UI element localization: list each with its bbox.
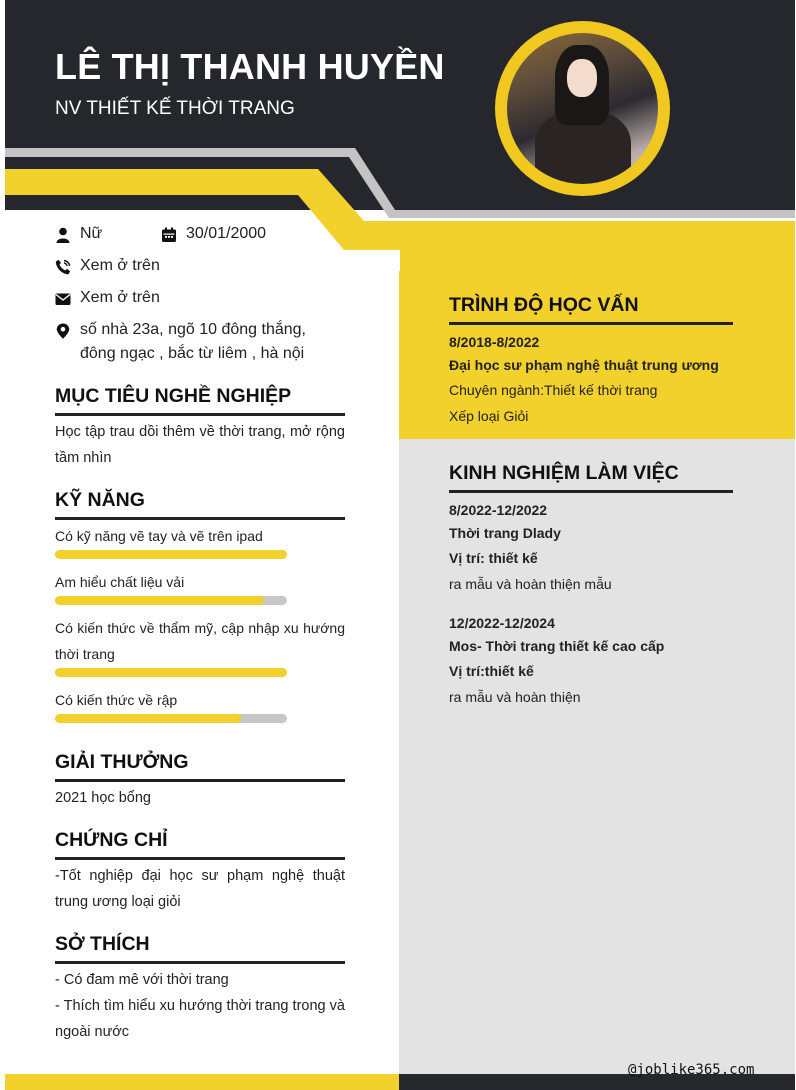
job-role: Vị trí:thiết kế: [449, 663, 534, 679]
education-major: Chuyên ngành:Thiết kế thời trang: [449, 382, 658, 398]
dob-value: 30/01/2000: [186, 225, 267, 242]
job-description: ra mẫu và hoàn thiện: [449, 689, 581, 705]
candidate-position: NV THIẾT KẾ THỜI TRANG: [55, 98, 295, 119]
skill-bar-fill: [55, 550, 287, 559]
experience-title: KINH NGHIỆM LÀM VIỆC: [449, 462, 679, 484]
hobbies-line-1: - Có đam mê với thời trang: [55, 972, 229, 988]
certificates-text: -Tốt nghiệp đại học sư phạm nghệ thuật trung ương loại giỏi: [55, 868, 345, 910]
skill-bar: [55, 714, 287, 723]
contact-address: [55, 321, 306, 366]
education-rule: [449, 322, 733, 325]
skill-bar: [55, 668, 287, 677]
certificates-rule: [55, 857, 345, 860]
calendar-icon: [161, 227, 177, 243]
skill-label: Có kiến thức về rập: [55, 692, 178, 708]
skill-bar-fill: [55, 668, 287, 677]
footer-band-yellow: [5, 1074, 399, 1090]
skill-bar: [55, 550, 287, 559]
hobbies-line-2: - Thích tìm hiểu xu hướng thời trang trong và ngoài nước: [55, 998, 345, 1040]
awards-text: 2021 học bổng: [55, 790, 151, 806]
contact-phone: [55, 257, 160, 278]
objective-text: Học tập trau dồi thêm về thời trang, mở rộng tầm nhìn: [55, 424, 345, 466]
job-period: 8/2022-12/2022: [449, 502, 548, 518]
awards-title: GIẢI THƯỞNG: [55, 751, 189, 773]
education-school: Đại học sư phạm nghệ thuật trung ương: [449, 357, 719, 373]
candidate-name: LÊ THỊ THANH HUYỀN: [55, 46, 445, 87]
skills-title: KỸ NĂNG: [55, 489, 145, 511]
job-company: Thời trang Dlady: [449, 525, 561, 541]
skill-label: Am hiểu chất liệu vải: [55, 574, 185, 590]
skills-rule: [55, 517, 345, 520]
map-pin-icon: [55, 323, 71, 339]
phone-icon: [55, 259, 71, 275]
job-role: Vị trí: thiết kế: [449, 550, 538, 566]
job-period: 12/2022-12/2024: [449, 615, 555, 631]
email-value: Xem ở trên: [80, 289, 160, 306]
education-title: TRÌNH ĐỘ HỌC VẤN: [449, 294, 639, 316]
hobbies-title: SỞ THÍCH: [55, 933, 150, 955]
skill-bar-fill: [55, 596, 264, 605]
contact-dob: [161, 225, 266, 246]
contact-gender: [55, 225, 102, 246]
skill-bar-fill: [55, 714, 241, 723]
awards-rule: [55, 779, 345, 782]
education-period: 8/2018-8/2022: [449, 334, 540, 350]
objective-title: MỤC TIÊU NGHỀ NGHIỆP: [55, 385, 292, 407]
phone-value: Xem ở trên: [80, 257, 160, 274]
experience-rule: [449, 490, 733, 493]
job-description: ra mẫu và hoàn thiện mẫu: [449, 576, 612, 592]
skill-label: Có kiến thức về thẩm mỹ, cập nhập xu hướng thời trang: [55, 620, 345, 662]
contact-email: [55, 289, 160, 310]
hobbies-rule: [55, 961, 345, 964]
objective-rule: [55, 413, 345, 416]
gender-value: Nữ: [80, 225, 103, 242]
skill-bar: [55, 596, 287, 605]
address-value: số nhà 23a, ngõ 10 đông thắng, đông ngạc , bắc từ liêm , hà nội: [80, 321, 306, 362]
education-grade: Xếp loại Giỏi: [449, 408, 529, 424]
certificates-title: CHỨNG CHỈ: [55, 829, 168, 851]
watermark: @joblike365.com: [628, 1062, 755, 1078]
avatar: [507, 33, 658, 184]
header-decor-stripes: [0, 0, 796, 280]
user-icon: [55, 227, 71, 243]
skill-label: Có kỹ năng vẽ tay và vẽ trên ipad: [55, 528, 263, 544]
job-company: Mos- Thời trang thiết kế cao cấp: [449, 638, 665, 654]
envelope-icon: [55, 291, 71, 307]
